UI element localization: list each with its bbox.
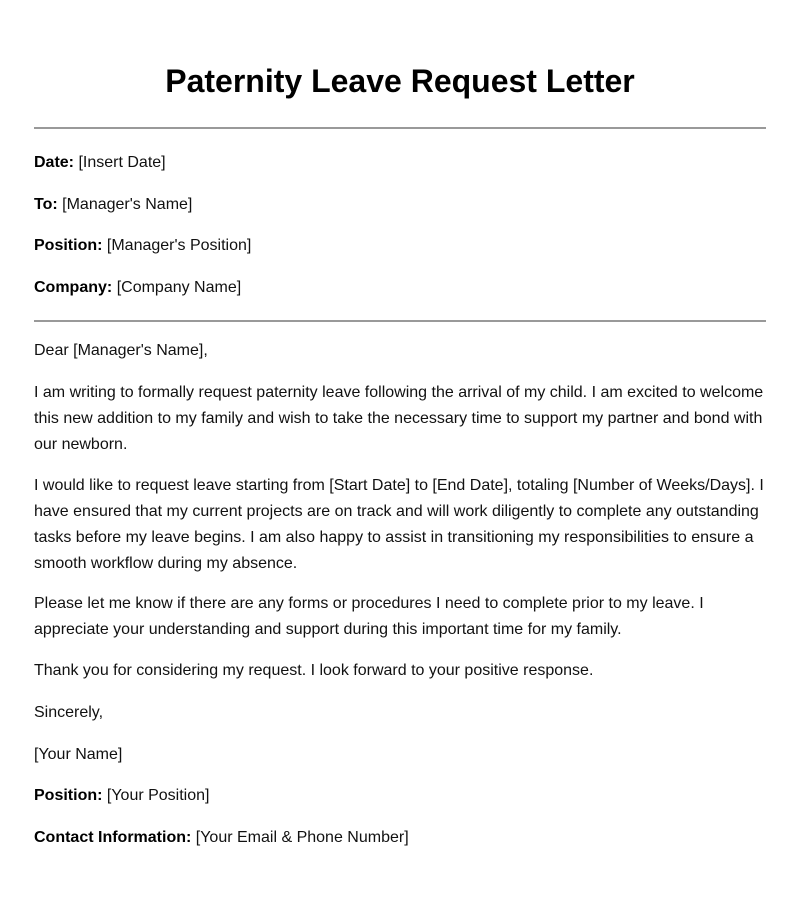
sender-position-value: [Your Position] xyxy=(106,787,210,804)
to-label: To: xyxy=(34,196,58,213)
manager-position-value: [Manager's Position] xyxy=(106,237,252,254)
manager-position-label: Position: xyxy=(34,237,103,254)
contact-value: [Your Email & Phone Number] xyxy=(195,829,409,846)
signature-name: [Your Name] xyxy=(34,746,123,763)
sender-position-field xyxy=(34,783,766,809)
title-divider xyxy=(34,127,766,129)
contact-label: Contact Information: xyxy=(34,829,192,846)
paragraph-dates: I would like to request leave starting from [Start Date] to [End Date], totaling [Number of Weeks/Days]. I have ensured that my current projects are on track and will work diligently to complete any outstanding tasks before my leave begins. I am also happy to assist in transitioning my responsibilities to ensure a smooth workflow during my absence. xyxy=(34,477,764,572)
manager-position-field xyxy=(34,233,766,259)
date-label: Date: xyxy=(34,154,75,171)
closing: Sincerely, xyxy=(34,704,104,721)
company-field xyxy=(34,275,766,301)
paragraph-procedures: Please let me know if there are any forms or procedures I need to complete prior to my leave. I appreciate your understanding and support during this important time for my family. xyxy=(34,595,704,638)
page-title: Paternity Leave Request Letter xyxy=(165,63,635,99)
to-field xyxy=(34,192,766,218)
sender-position-label: Position: xyxy=(34,787,103,804)
company-label: Company: xyxy=(34,279,113,296)
company-value: [Company Name] xyxy=(116,279,242,296)
to-value: [Manager's Name] xyxy=(62,196,193,213)
paragraph-intro: I am writing to formally request paternity leave following the arrival of my child. I am excited to welcome this new addition to my family and wish to take the necessary time to support my partner and bond with our newborn. xyxy=(34,384,764,453)
contact-information-field xyxy=(34,825,766,851)
date-field xyxy=(34,150,766,176)
salutation: Dear [Manager's Name], xyxy=(34,342,208,359)
paragraph-thanks: Thank you for considering my request. I look forward to your positive response. xyxy=(34,662,594,679)
date-value: [Insert Date] xyxy=(78,154,166,171)
header-divider xyxy=(34,320,766,322)
